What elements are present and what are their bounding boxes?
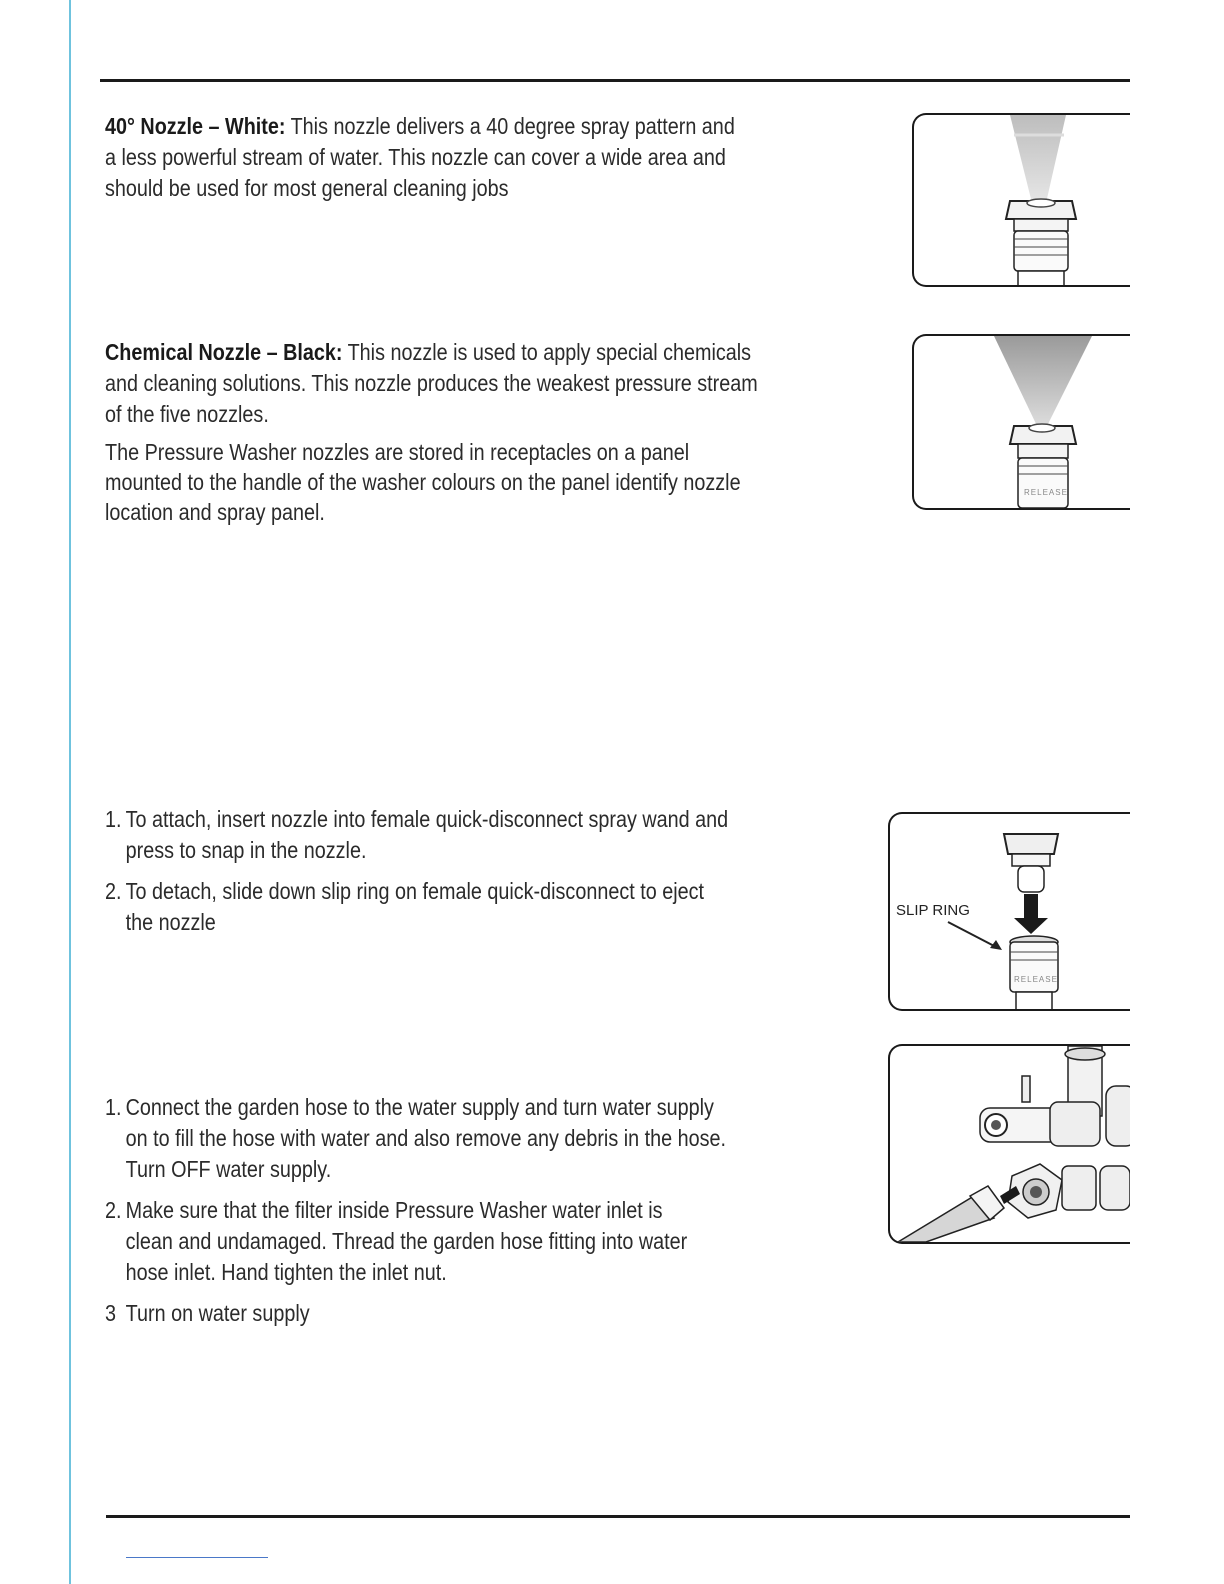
step-line: Connect the garden hose to the water supply and turn water supply — [125, 1094, 714, 1120]
footer-accent-line — [126, 1557, 268, 1558]
step-number: 2. — [105, 1197, 122, 1223]
step-line: press to snap in the nozzle. — [125, 837, 367, 863]
figure-40-nozzle — [912, 113, 1130, 287]
coupler-icon — [1010, 942, 1058, 992]
slip-ring-label: SLIP RING — [896, 902, 970, 919]
attach-step-1 — [105, 804, 728, 866]
section-40-label: 40° Nozzle – White: — [105, 113, 286, 139]
step-number: 2. — [105, 878, 122, 904]
figure-chemical-nozzle — [912, 334, 1130, 510]
hose-step-2 — [105, 1195, 726, 1288]
coupler-icon — [1014, 231, 1068, 271]
step-line: on to fill the hose with water and also remove any debris in the hose. — [125, 1125, 726, 1151]
spray-cone-icon — [1010, 115, 1066, 203]
figure-slip-ring — [888, 812, 1130, 1011]
storage-line-3: location and spray panel. — [105, 499, 325, 525]
section-chem-line-3: of the five nozzles. — [105, 401, 269, 427]
section-40-nozzle — [105, 111, 735, 204]
hose-steps — [105, 1092, 726, 1329]
footer-rule — [106, 1515, 1130, 1518]
section-40-line-2: a less powerful stream of water. This nozzle can cover a wide area and — [105, 144, 726, 170]
hose-step-3 — [105, 1298, 726, 1329]
step-line: clean and undamaged. Thread the garden hose fitting into water — [125, 1228, 688, 1254]
section-chem-label: Chemical Nozzle – Black: — [105, 339, 343, 365]
storage-line-2: mounted to the handle of the washer colours on the panel identify nozzle — [105, 469, 741, 495]
attach-step-2 — [105, 876, 728, 938]
step-line: To detach, slide down slip ring on female quick-disconnect to eject — [125, 878, 704, 904]
attach-steps — [105, 804, 728, 938]
step-number: 1. — [105, 806, 122, 832]
step-line: the nozzle — [125, 909, 216, 935]
release-text: RELEASE — [1024, 488, 1068, 497]
hose-step-1 — [105, 1092, 726, 1185]
step-line: Turn on water supply — [125, 1300, 310, 1326]
header-rule — [100, 79, 1130, 82]
release-text: RELEASE — [1014, 975, 1058, 984]
step-line: Make sure that the filter inside Pressure Washer water inlet is — [125, 1197, 663, 1223]
section-chemical-nozzle — [105, 337, 758, 430]
section-chem-text: This nozzle is used to apply special chemicals — [342, 339, 752, 365]
step-number: 3 — [105, 1300, 117, 1326]
step-line: To attach, insert nozzle into female quick-disconnect spray wand and — [125, 806, 729, 832]
spray-cone-icon — [994, 336, 1092, 428]
storage-line-1: The Pressure Washer nozzles are stored in receptacles on a panel — [105, 439, 690, 465]
step-number: 1. — [105, 1094, 122, 1120]
section-40-text: This nozzle delivers a 40 degree spray pattern and — [285, 113, 735, 139]
section-40-line-3: should be used for most general cleaning jobs — [105, 175, 509, 201]
step-line: Turn OFF water supply. — [125, 1156, 332, 1182]
section-chem-line-2: and cleaning solutions. This nozzle produces the weakest pressure stream — [105, 370, 758, 396]
storage-paragraph — [105, 437, 741, 527]
figure-water-inlet — [888, 1044, 1130, 1244]
insert-arrow-icon — [1024, 894, 1038, 920]
nozzle-tip-icon — [1004, 834, 1058, 854]
step-line: hose inlet. Hand tighten the inlet nut. — [125, 1259, 447, 1285]
left-margin-rule — [69, 0, 71, 1584]
